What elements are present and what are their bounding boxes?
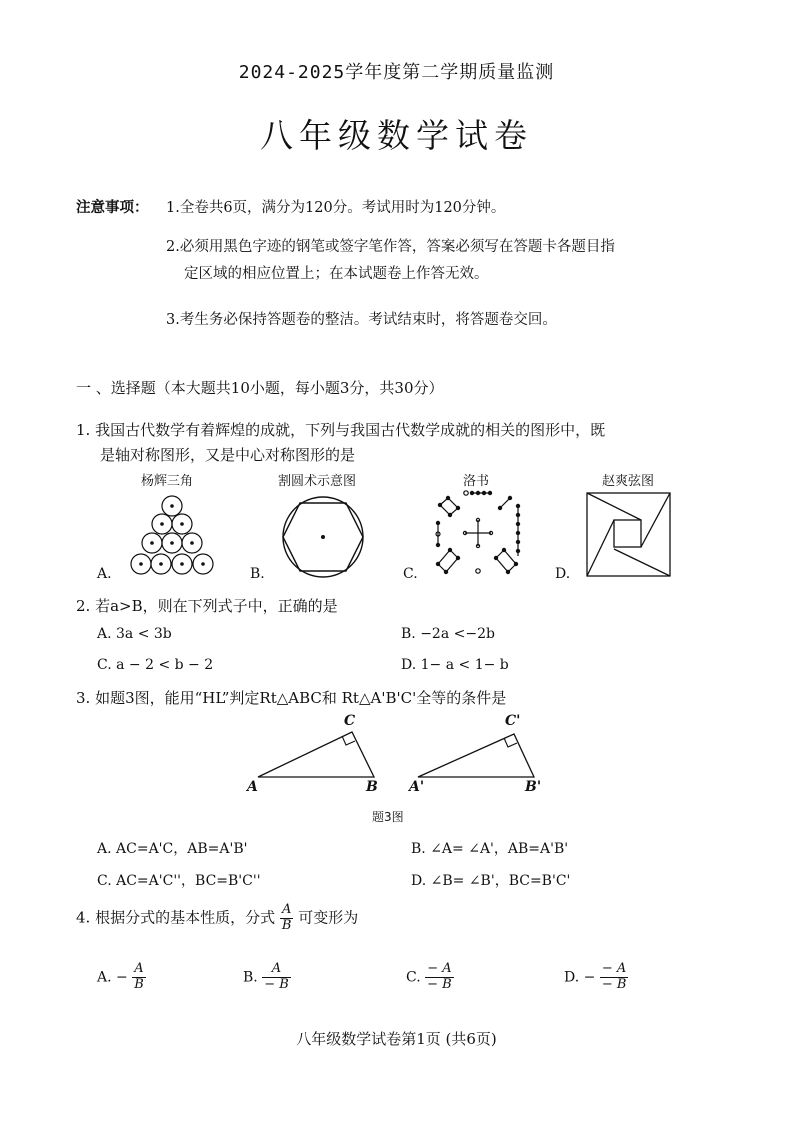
luoshu-figure: [430, 490, 530, 580]
geyuanshu-figure: [280, 490, 368, 580]
option-fraction: [425, 962, 454, 993]
q3-option-b: B. ∠A= ∠A'，AB=A'B': [411, 841, 569, 857]
note-item-1: 1.全卷共6页，满分为120分。考试用时为120分钟。: [166, 200, 506, 216]
caption-zhaoshuang: 赵爽弦图: [602, 474, 655, 489]
q1-option-d-letter: D.: [555, 566, 571, 582]
q1-option-c-letter: C.: [403, 566, 418, 582]
label-b: B: [366, 779, 378, 795]
triangle-abc-figure: [244, 712, 384, 802]
q2-option-d: D. 1− a < 1− b: [401, 657, 509, 673]
q4-stem-fraction: [280, 903, 294, 934]
option-fraction: [600, 962, 629, 993]
notes-label: 注意事项：: [76, 199, 149, 216]
label-c: C: [344, 713, 356, 729]
fraction-denominator: B: [281, 917, 292, 933]
exam-header: 2024-2025学年度第二学期质量监测: [238, 62, 555, 83]
option-fraction: [262, 962, 291, 993]
option-fraction: [132, 962, 146, 993]
note-item-2: 2.必须用黑色字迹的钢笔或签字笔作答，答案必须写在答题卡各题目指: [166, 239, 615, 255]
caption-yanghui: 杨辉三角: [141, 474, 194, 489]
q1-option-b-letter: B.: [250, 566, 265, 582]
fraction-denominator: B: [134, 976, 144, 992]
q4-stem: [76, 903, 358, 934]
label-c-prime: C': [505, 713, 521, 729]
fraction-numerator: A: [262, 962, 291, 978]
q4-option-a: [97, 962, 146, 993]
fraction-denominator: − B: [264, 976, 289, 992]
q4-option-b: [243, 962, 291, 993]
zhaoshuang-figure: [586, 492, 672, 578]
q1-stem-cont: 是轴对称图形，又是中心对称图形的是: [100, 446, 356, 464]
fraction-numerator: A: [280, 903, 294, 919]
q3-option-a: A. AC=A'C，AB=A'B': [97, 841, 248, 857]
note-item-3: 3.考生务必保持答题卷的整洁。考试结束时，将答题卷交回。: [166, 312, 557, 328]
q4-stem-pre: 4. 根据分式的基本性质，分式: [76, 908, 276, 927]
q3-option-d: D. ∠B= ∠B'，BC=B'C': [411, 873, 571, 889]
q3-option-c: C. AC=A'C''，BC=B'C'': [97, 873, 261, 889]
q4-stem-post: 可变形为: [298, 908, 359, 927]
fraction-numerator: A: [132, 962, 146, 978]
option-sign: −: [116, 969, 128, 986]
option-sign: −: [583, 969, 596, 986]
q1-stem: 1. 我国古代数学有着辉煌的成就，下列与我国古代数学成就的相关的图形中，既: [76, 421, 606, 439]
option-label: C.: [406, 969, 421, 986]
q2-option-b: B. −2a <−2b: [401, 626, 495, 642]
q1-option-a-letter: A.: [97, 566, 112, 582]
yanghui-triangle-figure: [125, 492, 220, 582]
q2-option-a: A. 3a < 3b: [97, 626, 172, 642]
fraction-numerator: − A: [425, 962, 454, 978]
option-label: A.: [97, 969, 112, 986]
option-label: D.: [564, 969, 580, 986]
label-a: A: [247, 779, 258, 795]
q4-option-c: [406, 962, 454, 993]
option-label: B.: [243, 969, 258, 986]
q4-option-d: [564, 962, 628, 993]
fraction-numerator: − A: [600, 962, 629, 978]
q3-stem: 3. 如题3图，能用“HL”判定Rt△ABC和 Rt△A'B'C'全等的条件是: [76, 689, 507, 707]
page-title: 八年级数学试卷: [260, 116, 533, 155]
note-item-2-cont: 定区域的相应位置上；在本试题卷上作答无效。: [184, 266, 489, 282]
figure-caption: 题3图: [372, 810, 404, 824]
fraction-denominator: − B: [427, 976, 452, 992]
q2-option-c: C. a − 2 < b − 2: [97, 657, 214, 673]
section-title: 一 、选择题（本大题共10小题，每小题3分，共30分）: [76, 379, 444, 397]
caption-luoshu: 洛书: [463, 474, 490, 489]
fraction-denominator: − B: [601, 976, 627, 992]
q2-stem: 2. 若a>B，则在下列式子中，正确的是: [76, 597, 338, 615]
label-a-prime: A': [409, 779, 425, 795]
page-footer: 八年级数学试卷第1页 (共6页): [296, 1030, 497, 1048]
label-b-prime: B': [525, 779, 542, 795]
caption-geyuanshu: 割圆术示意图: [278, 474, 357, 489]
